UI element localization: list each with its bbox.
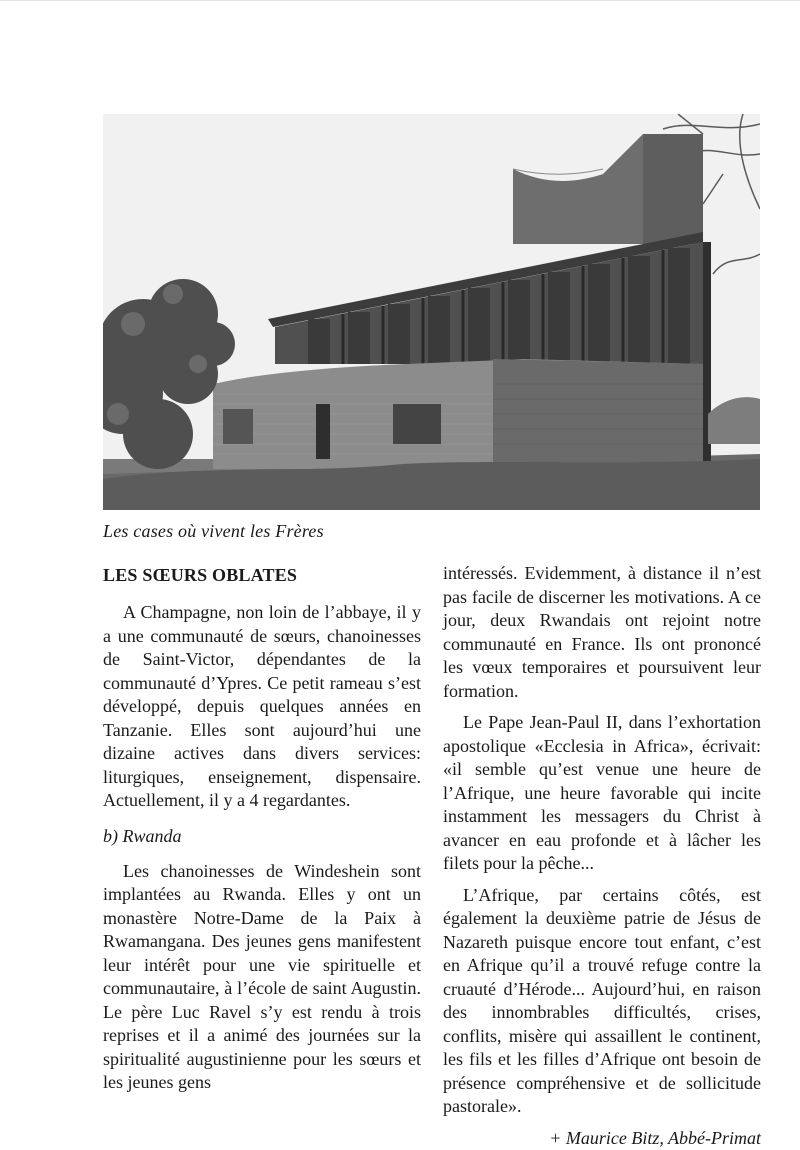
paragraph-rwanda: Les chanoinesses de Windeshein sont implantées au Rwanda. Elles y ont un monastère Notre-Dame de la Paix à Rwamangana. Des jeunes gens manifestent leur intérêt pour une vie spirituelle et communautaire, à l’école de saint Augustin. Le père Luc Ravel s’y est rendu à trois reprises et il a animé des journées sur la spiritualité augustinienne pour les sœurs et les jeunes gens: [103, 860, 421, 1092]
left-column: [103, 562, 421, 1103]
paragraph-continued: intéressés. Evidemment, à distance il n’est pas facile de discerner les motivations. A ce jour, deux Rwandais ont rejoint notre communauté en France. Ils ont prononcé les vœux temporaires et poursuivent leur formation.: [443, 563, 761, 701]
subheading-rwanda: b) Rwanda: [103, 825, 182, 846]
paragraph-africa: L’Afrique, par certains côtés, est également la deuxième patrie de Jésus de Nazareth puisque encore tout enfant, c’est en Afrique qu’il a trouvé refuge contre la cruauté d’Hérode... Aujourd’hui, en raison des innombrables difficultés, crises, conflits, misère qui assaillent le continent, les fils et les filles d’Afrique ont besoin de présence compréhensive et de sollicitude pastorale».: [443, 884, 761, 1116]
signature: + Maurice Bitz, Abbé-Primat: [549, 1127, 761, 1148]
section-heading: LES SŒURS OBLATES: [103, 565, 298, 585]
building-photo: [103, 114, 760, 510]
page-top-edge: [0, 0, 800, 1]
paragraph-oblates: A Champagne, non loin de l’abbaye, il y a une communauté de sœurs, chanoinesses de Saint-Victor, dépendantes de la communauté d’Ypres. Ce petit rameau s’est développé, depuis quelques années en Tanzanie. Elles sont aujourd’hui une dizaine actives dans divers services: liturgiques, enseignement, dispensaire. Actuellement, il y a 4 regardantes.: [103, 602, 421, 810]
paragraph-pope: Le Pape Jean-Paul II, dans l’exhortation apostolique «Ecclesia in Africa», écrivait: «il semble qu’est venue une heure de l’Afrique, une heure favorable qui incite instamment les messagers du Christ à avancer en eau profonde et à lâcher les filets pour la pêche...: [443, 712, 761, 873]
photo-caption: Les cases où vivent les Frères: [103, 521, 324, 541]
right-column: [443, 562, 761, 1150]
